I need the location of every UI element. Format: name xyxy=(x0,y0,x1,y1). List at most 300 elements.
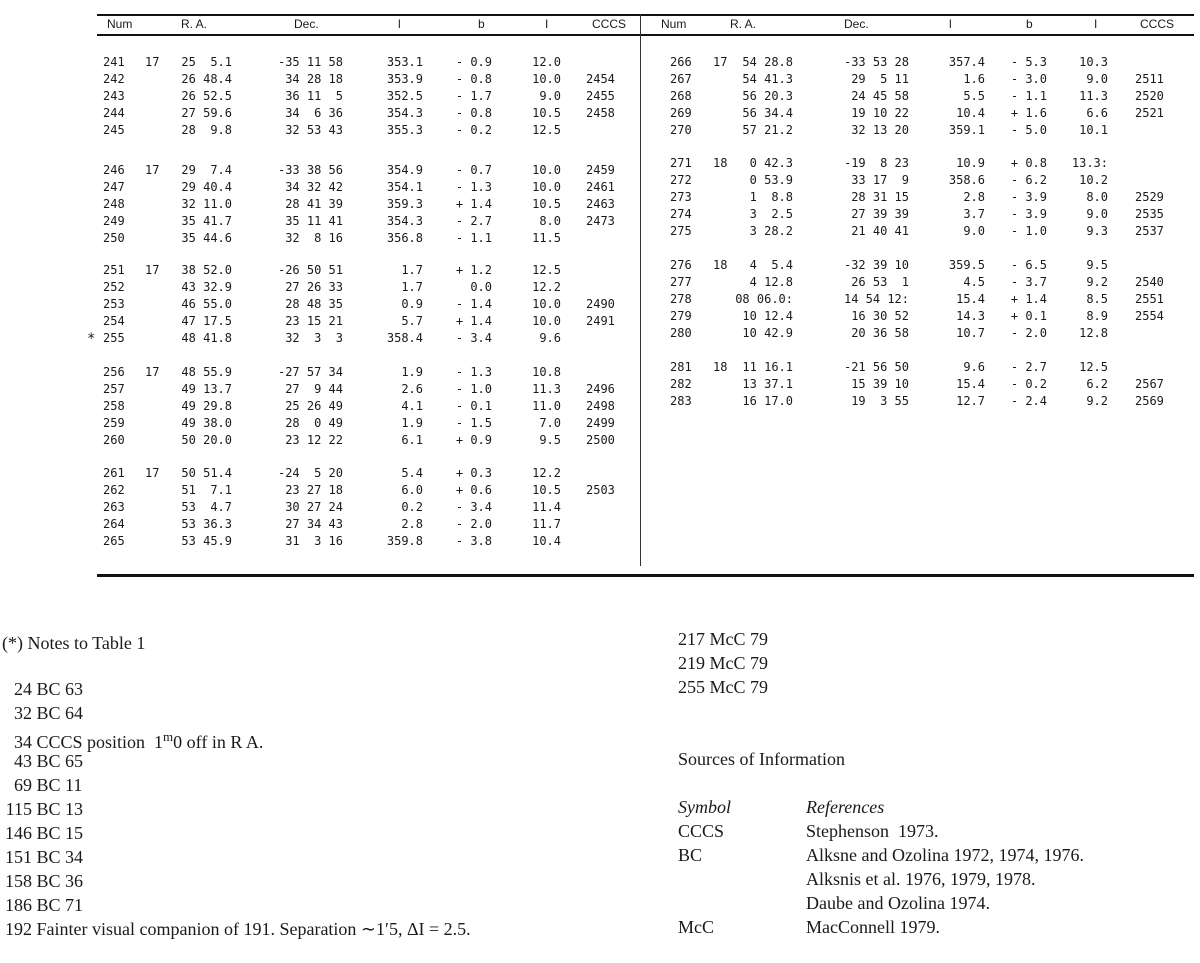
cell-l: 1.7 xyxy=(401,263,423,277)
note-number: 43 xyxy=(14,751,32,771)
cell-ra-ms: 48 41.8 xyxy=(181,331,232,345)
cell-dec: 32 8 16 xyxy=(285,231,343,245)
cell-l: 5.5 xyxy=(963,89,985,103)
cell-dec: 32 13 20 xyxy=(851,123,909,137)
table-bottom-rule xyxy=(97,574,1194,577)
col-header-I: I xyxy=(1094,17,1098,31)
cell-b: - 5.0 xyxy=(1010,123,1047,137)
note-text: BC 36 xyxy=(36,871,84,891)
note-number: 151 xyxy=(5,847,32,867)
cell-I: 12.2 xyxy=(532,466,561,480)
cell-ra-ms: 53 4.7 xyxy=(181,500,232,514)
note-number: 32 xyxy=(14,703,32,723)
cell-b: - 0.1 xyxy=(455,399,492,413)
cell-I: 11.3 xyxy=(1079,89,1108,103)
cell-l: 354.9 xyxy=(386,163,423,177)
cell-num: 251 xyxy=(103,263,125,277)
cell-cccs: 2455 xyxy=(586,89,615,103)
cell-dec: 28 48 35 xyxy=(285,297,343,311)
cell-num: 269 xyxy=(670,106,692,120)
cell-I: 11.7 xyxy=(532,517,561,531)
cell-dec: 26 53 1 xyxy=(851,275,909,289)
cell-num: 243 xyxy=(103,89,125,103)
note-item xyxy=(2,846,83,868)
table-row xyxy=(0,465,1200,481)
cell-num: 245 xyxy=(103,123,125,137)
cell-I: 9.2 xyxy=(1086,394,1108,408)
table-row xyxy=(0,172,1200,188)
col-header-ra: R. A. xyxy=(730,17,757,31)
note-text: BC 34 xyxy=(36,847,84,867)
cell-b: - 0.9 xyxy=(455,55,492,69)
cell-b: + 0.6 xyxy=(455,483,492,497)
cell-b: + 0.3 xyxy=(455,466,492,480)
cell-b: - 0.7 xyxy=(455,163,492,177)
cell-l: 6.0 xyxy=(401,483,423,497)
cell-dec: 34 32 42 xyxy=(285,180,343,194)
cell-cccs: 2521 xyxy=(1135,106,1164,120)
cell-I: 9.5 xyxy=(1086,258,1108,272)
cell-l: 5.4 xyxy=(401,466,423,480)
cell-I: 9.6 xyxy=(539,331,561,345)
cell-b: - 6.5 xyxy=(1010,258,1047,272)
cell-ra-h: 18 xyxy=(713,360,728,374)
cell-ra-ms: 25 5.1 xyxy=(181,55,232,69)
col-header-dec: Dec. xyxy=(294,17,319,31)
cell-b: - 5.3 xyxy=(1010,55,1047,69)
sources-title: Sources of Information xyxy=(678,749,845,769)
cell-cccs: 2569 xyxy=(1135,394,1164,408)
cell-b: - 3.9 xyxy=(1010,190,1047,204)
table-header-band xyxy=(97,14,1194,36)
cell-cccs: 2461 xyxy=(586,180,615,194)
cell-dec: 20 36 58 xyxy=(851,326,909,340)
cell-I: 6.2 xyxy=(1086,377,1108,391)
cell-I: 10.4 xyxy=(532,534,561,548)
cell-num: 274 xyxy=(670,207,692,221)
cell-l: 10.9 xyxy=(956,156,985,170)
cell-b: + 0.1 xyxy=(1010,309,1047,323)
cell-I: 10.3 xyxy=(1079,55,1108,69)
cell-l: 4.5 xyxy=(963,275,985,289)
cell-b: - 0.8 xyxy=(455,72,492,86)
cell-I: 10.8 xyxy=(532,365,561,379)
note-number: 69 xyxy=(14,775,32,795)
cell-b: - 2.4 xyxy=(1010,394,1047,408)
col-header-I: I xyxy=(545,17,549,31)
cell-dec: 34 6 36 xyxy=(285,106,343,120)
cell-ra-ms: 49 13.7 xyxy=(181,382,232,396)
cell-b: - 1.1 xyxy=(1010,89,1047,103)
cell-cccs: 2567 xyxy=(1135,377,1164,391)
cell-ra-ms: 56 20.3 xyxy=(742,89,793,103)
cell-num: 277 xyxy=(670,275,692,289)
cell-num: 283 xyxy=(670,394,692,408)
cell-I: 11.4 xyxy=(532,500,561,514)
cell-ra-ms: 48 55.9 xyxy=(181,365,232,379)
cell-I: 8.0 xyxy=(1086,190,1108,204)
cell-num: 244 xyxy=(103,106,125,120)
cell-b: + 0.8 xyxy=(1010,156,1047,170)
cell-l: 359.1 xyxy=(948,123,985,137)
cell-b: + 1.4 xyxy=(455,314,492,328)
cell-I: 9.0 xyxy=(1086,207,1108,221)
cell-num: 260 xyxy=(103,433,125,447)
table-row xyxy=(0,223,1200,239)
cell-cccs: 2529 xyxy=(1135,190,1164,204)
cell-ra-ms: 50 51.4 xyxy=(181,466,232,480)
cell-I: 9.0 xyxy=(539,89,561,103)
cell-l: 3.7 xyxy=(963,207,985,221)
cell-dec: -24 5 20 xyxy=(277,466,343,480)
col-header-l: l xyxy=(398,17,401,31)
cell-num: 258 xyxy=(103,399,125,413)
cell-ra-ms: 49 38.0 xyxy=(181,416,232,430)
cell-dec: 19 10 22 xyxy=(851,106,909,120)
cell-l: 1.9 xyxy=(401,416,423,430)
cell-l: 355.3 xyxy=(386,123,423,137)
cell-ra-ms: 26 48.4 xyxy=(181,72,232,86)
note-text: BC 64 xyxy=(36,703,84,723)
cell-ra-h: 17 xyxy=(145,163,160,177)
source-reference: Daube and Ozolina 1974. xyxy=(806,893,990,913)
cell-dec: -35 11 58 xyxy=(277,55,343,69)
cell-b: - 3.8 xyxy=(455,534,492,548)
cell-num: 255 xyxy=(103,331,125,345)
cell-dec: 19 3 55 xyxy=(851,394,909,408)
cell-I: 12.5 xyxy=(532,263,561,277)
cell-dec: 32 53 43 xyxy=(285,123,343,137)
cell-l: 9.6 xyxy=(963,360,985,374)
cell-ra-h: 18 xyxy=(713,156,728,170)
cell-b: - 6.2 xyxy=(1010,173,1047,187)
cell-l: 359.3 xyxy=(386,197,423,211)
cell-b: - 3.4 xyxy=(455,500,492,514)
note-text: BC 13 xyxy=(36,799,84,819)
cell-I: 8.5 xyxy=(1086,292,1108,306)
col-header-cccs: CCCS xyxy=(1140,17,1175,31)
note-text: BC 63 xyxy=(36,679,84,699)
note-text xyxy=(36,729,264,752)
note-number: 24 xyxy=(14,679,32,699)
cell-l: 15.4 xyxy=(956,377,985,391)
cell-num: 280 xyxy=(670,326,692,340)
references-column-header: References xyxy=(806,797,885,817)
cell-dec: -26 50 51 xyxy=(277,263,343,277)
cell-ra-h: 17 xyxy=(145,55,160,69)
cell-l: 1.9 xyxy=(401,365,423,379)
table-row xyxy=(0,516,1200,532)
cell-dec: 28 31 15 xyxy=(851,190,909,204)
source-reference: Alksnis et al. 1976, 1979, 1978. xyxy=(806,869,1036,889)
cell-cccs: 2473 xyxy=(586,214,615,228)
cell-ra-ms: 3 28.2 xyxy=(749,224,793,238)
cell-b: + 1.2 xyxy=(455,263,492,277)
note-number: 192 xyxy=(5,919,32,939)
cell-num: 262 xyxy=(103,483,125,497)
col-header-ra: R. A. xyxy=(181,17,208,31)
cell-dec: 35 11 41 xyxy=(285,214,343,228)
table-row xyxy=(0,359,1200,375)
cell-ra-ms: 3 2.5 xyxy=(749,207,793,221)
cell-cccs: 2511 xyxy=(1135,72,1164,86)
cell-ra-h: 17 xyxy=(145,263,160,277)
table-row xyxy=(0,533,1200,549)
cell-ra-h: 17 xyxy=(145,365,160,379)
cell-l: 14.3 xyxy=(956,309,985,323)
cell-num: 265 xyxy=(103,534,125,548)
cell-ra-ms: 54 28.8 xyxy=(742,55,793,69)
cell-num: 282 xyxy=(670,377,692,391)
note-number: 186 xyxy=(5,895,32,915)
cell-num: 247 xyxy=(103,180,125,194)
cell-dec: 21 40 41 xyxy=(851,224,909,238)
cell-cccs: 2463 xyxy=(586,197,615,211)
cell-cccs: 2554 xyxy=(1135,309,1164,323)
cell-I: 10.2 xyxy=(1079,173,1108,187)
cell-ra-ms: 54 41.3 xyxy=(742,72,793,86)
note-item: 255 McC 79 xyxy=(678,677,768,697)
note-item xyxy=(2,750,83,772)
cell-I: 12.5 xyxy=(532,123,561,137)
cell-l: 0.9 xyxy=(401,297,423,311)
note-number: 34 xyxy=(14,732,32,752)
symbol-column-header: Symbol xyxy=(678,797,731,817)
cell-dec: 16 30 52 xyxy=(851,309,909,323)
cell-cccs: 2491 xyxy=(586,314,615,328)
cell-l: 2.6 xyxy=(401,382,423,396)
cell-b: 0.0 xyxy=(470,280,492,294)
cell-b: - 1.1 xyxy=(455,231,492,245)
note-text: BC 71 xyxy=(36,895,84,915)
cell-b: + 1.4 xyxy=(1010,292,1047,306)
cell-dec: -27 57 34 xyxy=(277,365,343,379)
cell-num: 275 xyxy=(670,224,692,238)
cell-ra-ms: 0 53.9 xyxy=(749,173,793,187)
cell-dec: 25 26 49 xyxy=(285,399,343,413)
table-row xyxy=(0,54,1200,70)
source-symbol: BC xyxy=(678,845,703,865)
cell-l: 6.1 xyxy=(401,433,423,447)
cell-num: 246 xyxy=(103,163,125,177)
cell-I: 10.5 xyxy=(532,483,561,497)
table-row xyxy=(0,308,1200,324)
cell-ra-ms: 16 17.0 xyxy=(742,394,793,408)
cell-l: 352.5 xyxy=(386,89,423,103)
cell-ra-ms: 1 8.8 xyxy=(749,190,793,204)
cell-l: 354.3 xyxy=(386,214,423,228)
cell-I: 11.0 xyxy=(532,399,561,413)
cell-num: 278 xyxy=(670,292,692,306)
cell-num: 273 xyxy=(670,190,692,204)
cell-b: - 3.9 xyxy=(1010,207,1047,221)
cell-cccs: 2535 xyxy=(1135,207,1164,221)
cell-b: + 1.4 xyxy=(455,197,492,211)
cell-l: 10.4 xyxy=(956,106,985,120)
table-row xyxy=(0,189,1200,205)
table-row xyxy=(0,105,1200,121)
cell-I: 10.0 xyxy=(532,180,561,194)
cell-dec: 29 5 11 xyxy=(851,72,909,86)
cell-I: 7.0 xyxy=(539,416,561,430)
cell-b: + 1.6 xyxy=(1010,106,1047,120)
cell-l: 0.2 xyxy=(401,500,423,514)
cell-num: 257 xyxy=(103,382,125,396)
cell-ra-ms: 10 12.4 xyxy=(742,309,793,323)
cell-ra-ms: 56 34.4 xyxy=(742,106,793,120)
cell-b: - 2.0 xyxy=(1010,326,1047,340)
cell-ra-ms: 35 44.6 xyxy=(181,231,232,245)
table-row xyxy=(0,257,1200,273)
cell-I: 12.0 xyxy=(532,55,561,69)
source-reference: Stephenson 1973. xyxy=(806,821,939,841)
cell-l: 353.9 xyxy=(386,72,423,86)
cell-b: - 3.4 xyxy=(455,331,492,345)
cell-ra-ms: 29 7.4 xyxy=(181,163,232,177)
cell-l: 15.4 xyxy=(956,292,985,306)
note-number: 158 xyxy=(5,871,32,891)
cell-dec: -33 38 56 xyxy=(277,163,343,177)
cell-I: 11.5 xyxy=(532,231,561,245)
cell-ra-ms: 4 12.8 xyxy=(749,275,793,289)
cell-dec: 24 45 58 xyxy=(851,89,909,103)
table-row xyxy=(0,432,1200,448)
cell-num: 267 xyxy=(670,72,692,86)
note-number: 115 xyxy=(5,799,32,819)
cell-ra-h: 17 xyxy=(145,466,160,480)
cell-I: 9.0 xyxy=(1086,72,1108,86)
cell-l: 4.1 xyxy=(401,399,423,413)
source-symbol: McC xyxy=(678,917,714,937)
cell-ra-ms: 29 40.4 xyxy=(181,180,232,194)
cell-cccs: 2498 xyxy=(586,399,615,413)
cell-I: 9.2 xyxy=(1086,275,1108,289)
cell-l: 5.7 xyxy=(401,314,423,328)
cell-num: 256 xyxy=(103,365,125,379)
cell-num: 270 xyxy=(670,123,692,137)
cell-I: 9.5 xyxy=(539,433,561,447)
note-text-part: 0 off in R A. xyxy=(173,732,264,752)
col-header-num: Num xyxy=(661,17,687,31)
table-row xyxy=(0,376,1200,392)
cell-l: 9.0 xyxy=(963,224,985,238)
cell-dec: 28 0 49 xyxy=(285,416,343,430)
source-reference: MacConnell 1979. xyxy=(806,917,940,937)
note-item xyxy=(2,678,83,700)
cell-I: 13.3: xyxy=(1071,156,1108,170)
cell-dec: 23 27 18 xyxy=(285,483,343,497)
notes-title: (*) Notes to Table 1 xyxy=(2,633,146,653)
cell-dec: 27 26 33 xyxy=(285,280,343,294)
cell-b: - 2.0 xyxy=(455,517,492,531)
cell-dec: 32 3 3 xyxy=(285,331,343,345)
cell-I: 6.6 xyxy=(1086,106,1108,120)
cell-num: 259 xyxy=(103,416,125,430)
cell-cccs: 2551 xyxy=(1135,292,1164,306)
table-row xyxy=(0,393,1200,409)
cell-l: 354.1 xyxy=(386,180,423,194)
cell-b: - 1.3 xyxy=(455,365,492,379)
table-row xyxy=(0,206,1200,222)
cell-cccs: 2520 xyxy=(1135,89,1164,103)
cell-l: 2.8 xyxy=(963,190,985,204)
cell-cccs: 2459 xyxy=(586,163,615,177)
note-item xyxy=(2,894,83,916)
cell-b: - 1.7 xyxy=(455,89,492,103)
cell-num: 263 xyxy=(103,500,125,514)
cell-l: 2.8 xyxy=(401,517,423,531)
cell-ra-ms: 4 5.4 xyxy=(749,258,793,272)
table-row xyxy=(0,415,1200,431)
source-symbol: CCCS xyxy=(678,821,725,841)
cell-num: 261 xyxy=(103,466,125,480)
cell-ra-ms: 26 52.5 xyxy=(181,89,232,103)
note-item xyxy=(2,918,471,940)
cell-ra-ms: 51 7.1 xyxy=(181,483,232,497)
note-text: BC 11 xyxy=(36,775,83,795)
cell-b: - 0.8 xyxy=(455,106,492,120)
cell-dec: 31 3 16 xyxy=(285,534,343,548)
cell-dec: 15 39 10 xyxy=(851,377,909,391)
note-item xyxy=(2,702,83,724)
table-row xyxy=(0,291,1200,307)
cell-b: - 1.4 xyxy=(455,297,492,311)
cell-num: 272 xyxy=(670,173,692,187)
cell-I: 12.2 xyxy=(532,280,561,294)
cell-ra-ms: 50 20.0 xyxy=(181,433,232,447)
cell-cccs: 2537 xyxy=(1135,224,1164,238)
cell-num: 271 xyxy=(670,156,692,170)
cell-l: 10.7 xyxy=(956,326,985,340)
cell-ra-ms: 46 55.0 xyxy=(181,297,232,311)
cell-num: 252 xyxy=(103,280,125,294)
cell-b: - 2.7 xyxy=(1010,360,1047,374)
cell-ra-ms: 53 45.9 xyxy=(181,534,232,548)
note-item xyxy=(2,870,83,892)
cell-cccs: 2499 xyxy=(586,416,615,430)
table-row xyxy=(0,71,1200,87)
table-row xyxy=(0,88,1200,104)
cell-l: 357.4 xyxy=(948,55,985,69)
cell-I: 10.0 xyxy=(532,163,561,177)
note-text-part: CCCS position 1 xyxy=(36,732,164,752)
cell-l: 358.6 xyxy=(948,173,985,187)
table-row xyxy=(0,325,1200,341)
cell-I: 10.0 xyxy=(532,72,561,86)
cell-ra-ms: 57 21.2 xyxy=(742,123,793,137)
note-item xyxy=(2,822,83,844)
note-item xyxy=(2,774,82,796)
cell-cccs: 2454 xyxy=(586,72,615,86)
cell-ra-ms: 0 42.3 xyxy=(749,156,793,170)
cell-I: 12.5 xyxy=(1079,360,1108,374)
table-row xyxy=(0,499,1200,515)
cell-num: 242 xyxy=(103,72,125,86)
cell-cccs: 2490 xyxy=(586,297,615,311)
cell-num: 266 xyxy=(670,55,692,69)
cell-num: 279 xyxy=(670,309,692,323)
cell-l: 359.5 xyxy=(948,258,985,272)
cell-ra-h: 17 xyxy=(713,55,728,69)
cell-ra-ms: 08 06.0: xyxy=(735,292,793,306)
cell-I: 10.5 xyxy=(532,106,561,120)
cell-b: - 0.2 xyxy=(455,123,492,137)
note-text: BC 15 xyxy=(36,823,84,843)
cell-b: - 1.0 xyxy=(1010,224,1047,238)
cell-I: 12.8 xyxy=(1079,326,1108,340)
cell-num: 253 xyxy=(103,297,125,311)
cell-dec: 33 17 9 xyxy=(851,173,909,187)
